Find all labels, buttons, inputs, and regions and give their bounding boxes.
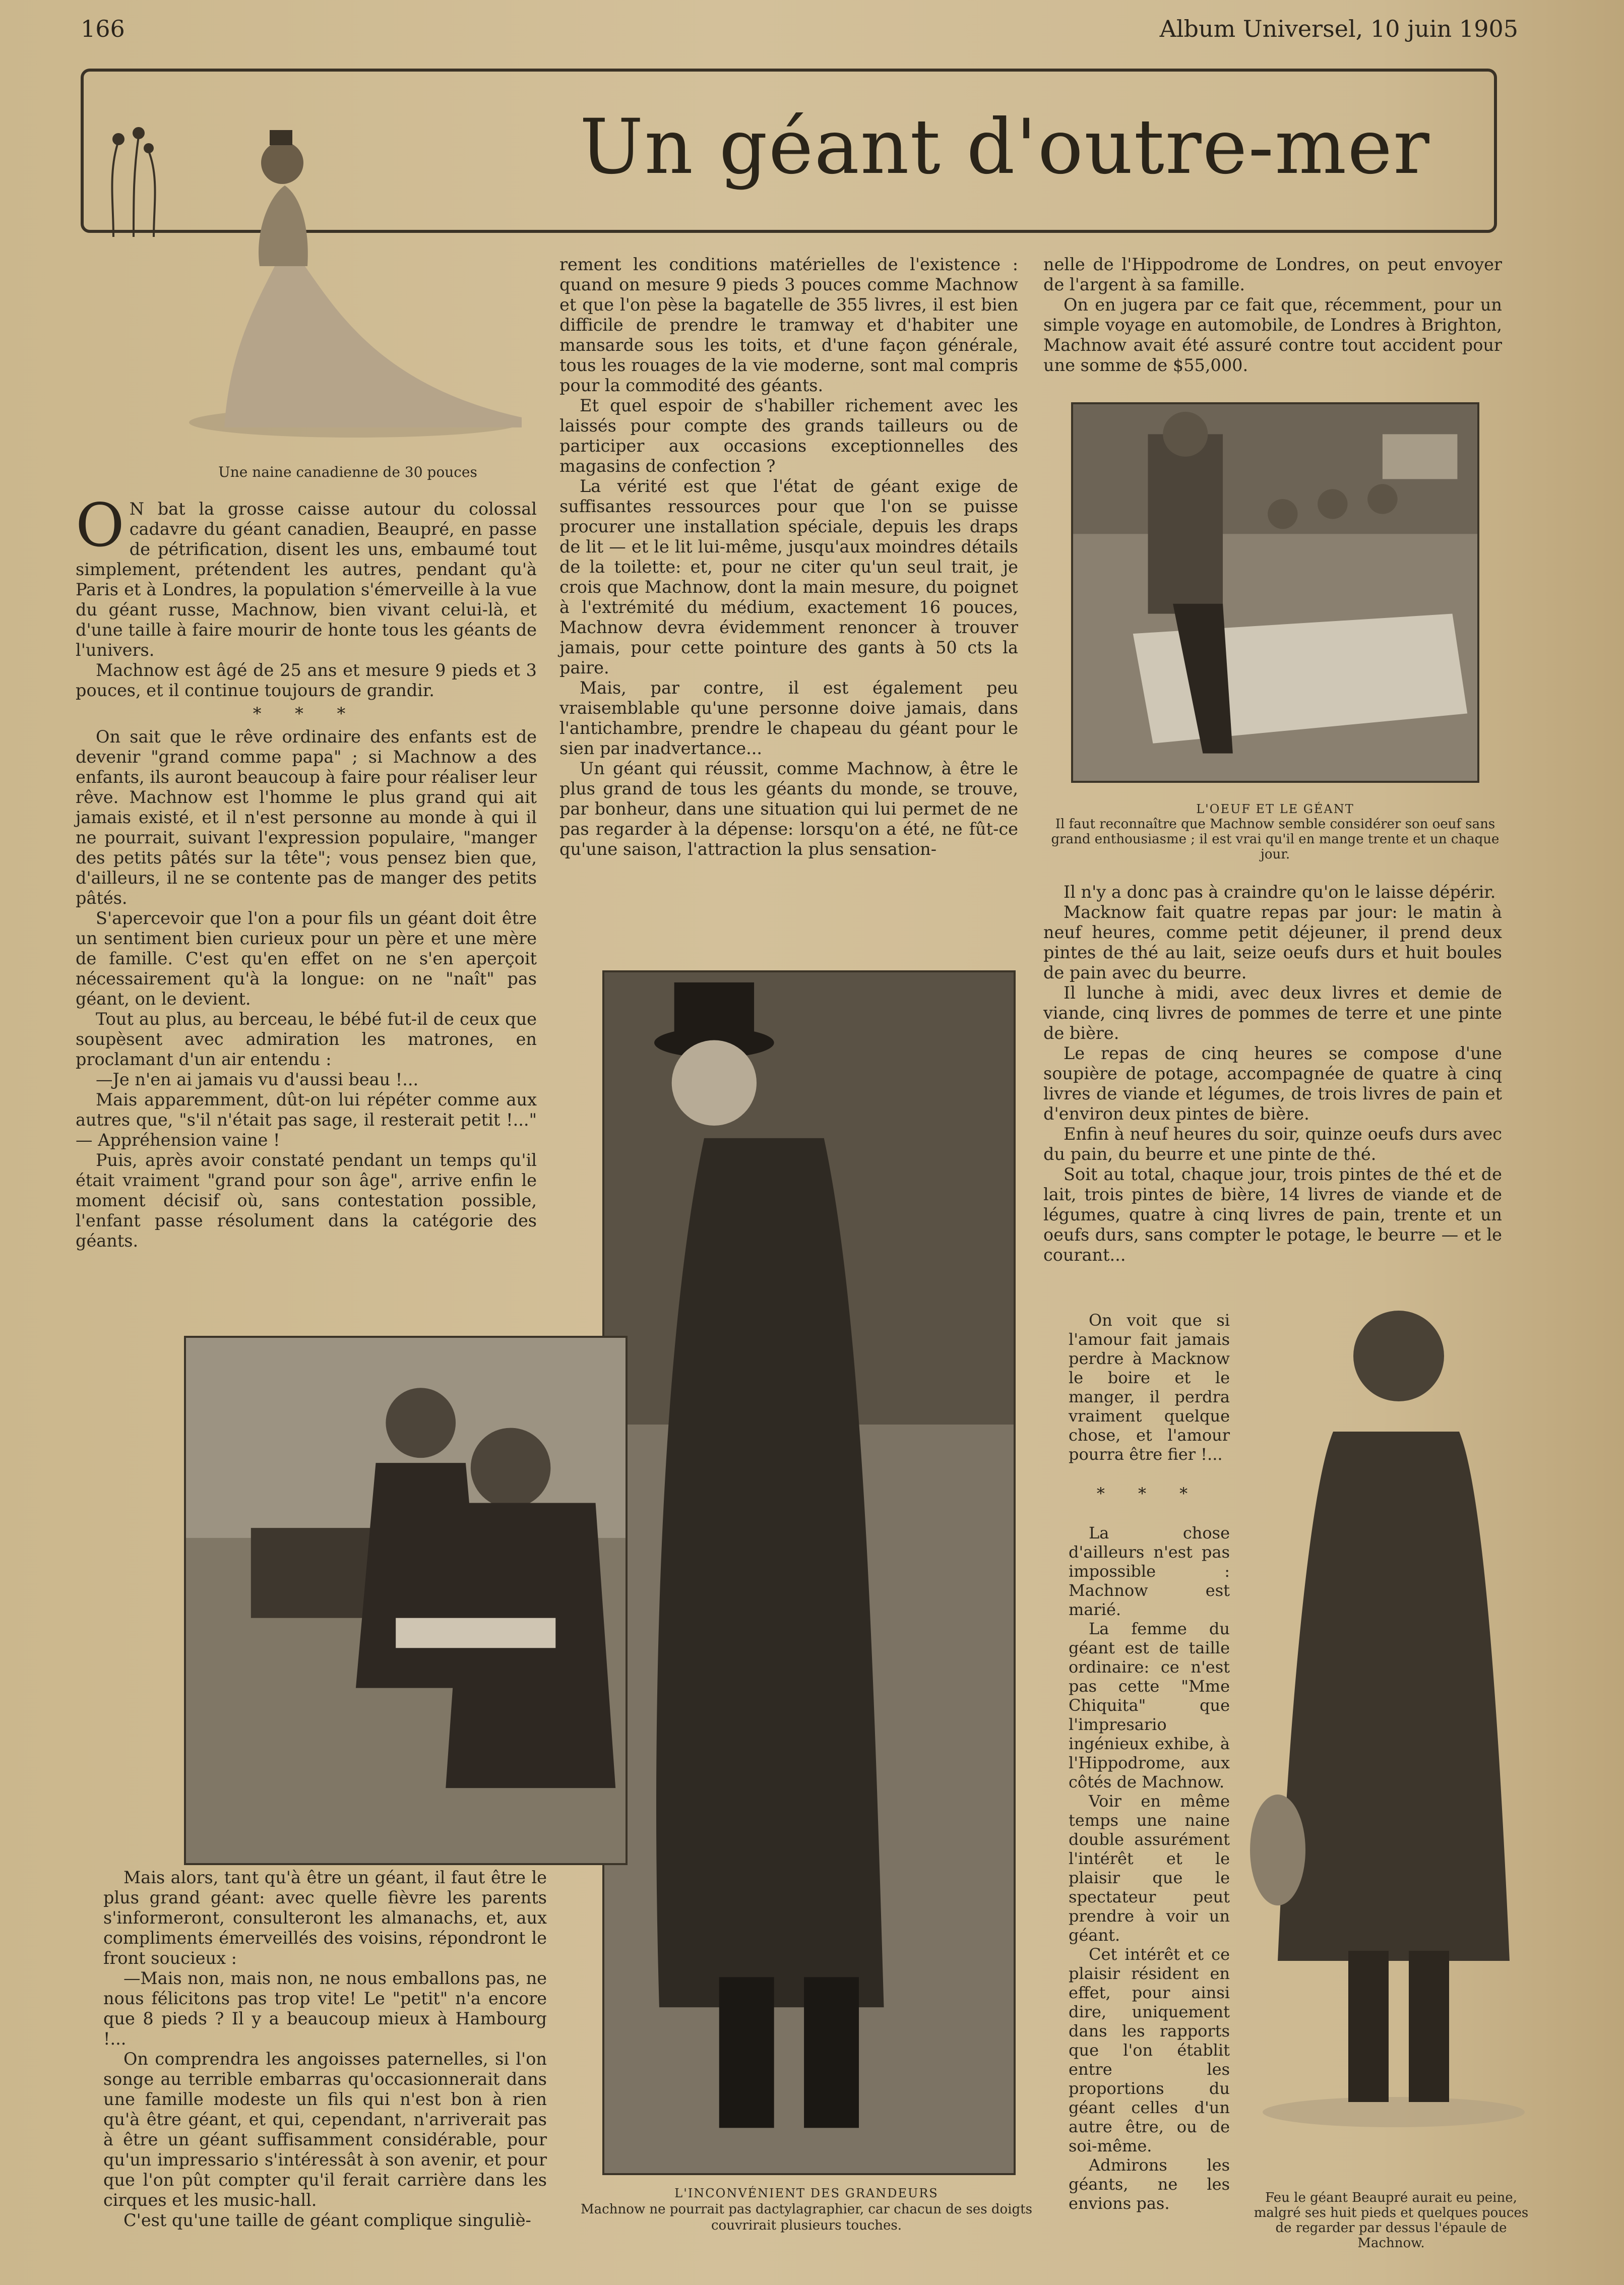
col1-paragraph: Mais alors, tant qu'à être un géant, il faut être le plus grand géant: avec quelle fièvre les parents s'informeront, consulteront les almanachs, et, aux compliments émerveillés des voisins, répondront le front soucieux :: [103, 1868, 547, 1968]
section-stars: * * *: [1096, 1484, 1202, 1503]
col3-paragraph: On voit que si l'amour fait jamais perdre à Macknow le boire et le manger, il perdra vraiment quelque chose, et l'amour pourra être fier !...: [1069, 1311, 1230, 1464]
col1-paragraph: Machnow est âgé de 25 ans et mesure 9 pieds et 3 pouces, et il continue toujours de grandir.: [76, 660, 537, 700]
col2-paragraph: Mais, par contre, il est également peu vraisemblable qu'une personne doive jamais, dans l'antichambre, prendre le chapeau du géant pour le sien par inadvertance...: [559, 678, 1018, 758]
col3-paragraph: Voir en même temps une naine double assurément l'intérêt et le plaisir que le spectateur peut prendre à voir un géant.: [1069, 1792, 1230, 1945]
col1-paragraph: On sait que le rêve ordinaire des enfants est de devenir "grand comme papa" ; si Machnow a des enfants, ils auront beaucoup à faire pour réaliser leur rêve. Machnow est l'homme le plus grand qui ait jamais existé, et il n'est personne au monde à qui il ne pourrait, suivant l'expression populaire, "manger des petits pâtés sur la tête"; vous pensez bien que, d'ailleurs, il ne se contente pas de manger des petits pâtés.: [76, 727, 537, 908]
col3-paragraph: La femme du géant est de taille ordinaire: ce n'est pas cette "Mme Chiquita" que l'impresario ingénieux exhibe, à l'Hippodrome, aux côtés de Machnow.: [1069, 1619, 1230, 1792]
drop-cap: O: [76, 490, 124, 560]
dwarf-caption: Une naine canadienne de 30 pouces: [218, 464, 477, 480]
egg-caption-text: Il faut reconnaître que Machnow semble considérer son oeuf sans grand enthousiasme ; il est vrai qu'il en mange trente et un chaque jour.: [1051, 817, 1500, 862]
typewriter-photo: [184, 1336, 628, 1865]
col1-paragraph: —Mais non, mais non, ne nous emballons pas, ne nous félicitons pas trop vite! Le "petit" n'a encore que 8 pieds ? Il y a beaucoup mieux à Hambourg !...: [103, 1968, 547, 2049]
column-3-narrow: [1069, 1311, 1230, 2213]
col1-paragraph: Puis, après avoir constaté pendant un temps qu'il était vraiment "grand pour son âge", arrive enfin le moment décisif où, sans contestation possible, l'enfant passe résolument dans la catégorie des géants.: [76, 1150, 537, 1251]
col3-paragraph: Admirons les géants, ne les envions pas.: [1069, 2155, 1230, 2213]
col1-paragraph: Mais apparemment, dût-on lui répéter comme aux autres que, "s'il n'était pas sage, il resterait petit !..." — Appréhension vaine !: [76, 1090, 537, 1150]
column-1-bottom: [103, 1868, 547, 2231]
col2-paragraph: Et quel espoir de s'habiller richement avec les laissés pour compte des grands tailleurs ou de participer aux occasions exceptionnelles des magasins de confection ?: [559, 396, 1018, 476]
egg-caption-title: L'OEUF ET LE GÉANT: [1196, 802, 1354, 816]
col2-paragraph: Un géant qui réussit, comme Machnow, à être le plus grand de tous les géants du monde, se trouve, par bonheur, dans une situation qui lui permet de ne pas regarder à la dépense: lorsqu'on a été, ne fût-ce qu'une saison, l'attraction la plus sensation-: [559, 759, 1018, 859]
col3-paragraph: Il n'y a donc pas à craindre qu'on le laisse dépérir.: [1064, 882, 1496, 902]
typing-caption-text: Machnow ne pourrait pas dactylagraphier, car chacun de ses doigts couvrirait plusieurs touches.: [581, 2202, 1032, 2233]
typing-caption-title: L'INCONVÉNIENT DES GRANDEURS: [674, 2186, 939, 2200]
article-title: Un géant d'outre-mer: [580, 103, 1430, 191]
col3-paragraph: La chose d'ailleurs n'est pas impossible : Machnow est marié.: [1069, 1523, 1230, 1619]
col1-paragraph: N bat la grosse caisse autour du colossal cadavre du géant canadien, Beaupré, en passe de pétrification, disent les uns, embaumé tout simplement, prétendent les autres, pendant qu'à Paris et à Londres, la population s'émerveille à la vue du géant russe, Machnow, bien vivant celui-là, et d'une taille à faire mourir de honte tous les géants de l'univers.: [76, 499, 537, 660]
col3-paragraph: On en jugera par ce fait que, récemment, pour un simple voyage en automobile, de Londres à Brighton, Machnow avait été assuré contre tout accident pour une somme de $55,000.: [1043, 295, 1502, 375]
col1-paragraph: Tout au plus, au berceau, le bébé fut-il de ceux que soupèsent avec admiration les matrones, en proclamant d'un air entendu :: [76, 1009, 537, 1069]
col3-paragraph: Enfin à neuf heures du soir, quinze oeufs durs avec du pain, du beurre et une pinte de thé.: [1043, 1124, 1502, 1164]
floral-ornament-icon: [98, 121, 169, 237]
egg-caption: [1043, 801, 1507, 862]
col2-paragraph: La vérité est que l'état de géant exige de suffisantes ressources pour que l'on se puisse procurer une installation spéciale, depuis les draps de lit — et le lit lui-même, jusqu'aux moindres détails de la toilette: et, pour ne citer qu'un seul trait, je crois que Machnow, dont la main mesure, du poignet à l'extrémité du médium, exactement 16 pouces, Machnow devra évidemment renoncer à trouver jamais, pour cette pointure des gants à 50 cts la paire.: [559, 476, 1018, 677]
column-2: [559, 255, 1018, 859]
typing-caption: [580, 2185, 1033, 2234]
col3-paragraph: Macknow fait quatre repas par jour: le matin à neuf heures, comme petit déjeuner, il prend deux pintes de thé au lait, seize oeufs durs et huit boules de pain avec du beurre.: [1043, 902, 1502, 982]
col1-paragraph: S'apercevoir que l'on a pour fils un géant doit être un sentiment bien curieux pour un père et une mère de famille. C'est qu'en effet on ne s'en aperçoit nécessairement qu'à la longue: on ne "naît" pas géant, on le devient.: [76, 908, 537, 1009]
col3-paragraph: Cet intérêt et ce plaisir résident en effet, pour ainsi dire, uniquement dans les rapports que l'on établit entre les proportions du géant celles d'un autre être, ou de soi-même.: [1069, 1945, 1230, 2155]
dwarf-photo: [174, 115, 537, 438]
column-3-top: [1043, 255, 1502, 376]
col3-paragraph: Il lunche à midi, avec deux livres et demie de viande, cinq livres de pommes de terre et une pinte de bière.: [1043, 983, 1502, 1043]
beaupre-photo: [1247, 1280, 1535, 2132]
col1-paragraph: On comprendra les angoisses paternelles, si l'on songe au terrible embarras qu'occasionnerait dans une famille modeste un fils qui n'est bon à rien qu'à être géant, et qui, cependant, n'arriverait pas à être un géant suffisamment considérable, pour qu'un impressario s'intéressât à son avenir, et pour que l'on pût compter qu'il ferait carrière dans les cirques et les music-hall.: [103, 2049, 547, 2210]
section-stars: * * *: [253, 704, 360, 723]
beaupre-caption: Feu le géant Beaupré aurait eu peine, malgré ses huit pieds et quelques pouces de regarder par dessus l'épaule de Machnow.: [1254, 2190, 1529, 2251]
col3-paragraph: Le repas de cinq heures se compose d'une soupière de potage, accompagnée de quatre à cinq livres de viande et légumes, de trois livres de pain et d'environ deux pintes de bière.: [1043, 1043, 1502, 1124]
col3-paragraph: nelle de l'Hippodrome de Londres, on peut envoyer de l'argent à sa famille.: [1043, 255, 1502, 294]
column-1-top: [76, 490, 537, 1251]
column-3-middle: [1043, 882, 1502, 1265]
giant-standing-photo: [602, 970, 1016, 2175]
col1-paragraph: —Je n'en ai jamais vu d'aussi beau !...: [96, 1070, 419, 1089]
col3-paragraph: Soit au total, chaque jour, trois pintes de thé et de lait, trois pintes de bière, 14 livres de viande et de légumes, quatre à cinq livres de pain, trente et un oeufs durs, sans compter le potage, le beurre — et le courant...: [1043, 1164, 1502, 1265]
page-number: 166: [81, 15, 125, 42]
col2-paragraph: rement les conditions matérielles de l'existence : quand on mesure 9 pieds 3 pouces comme Machnow et que l'on pèse la bagatelle de 355 livres, il est bien difficile de prendre le tramway et d'habiter une mansarde sous les toits, et d'une façon générale, tous les rouages de la vie moderne, sont mal compris pour la commodité des géants.: [559, 255, 1018, 395]
col1-paragraph: C'est qu'une taille de géant complique singuliè-: [123, 2210, 531, 2230]
egg-and-giant-photo: [1071, 402, 1479, 783]
publication-header: Album Universel, 10 juin 1905: [1159, 15, 1518, 42]
